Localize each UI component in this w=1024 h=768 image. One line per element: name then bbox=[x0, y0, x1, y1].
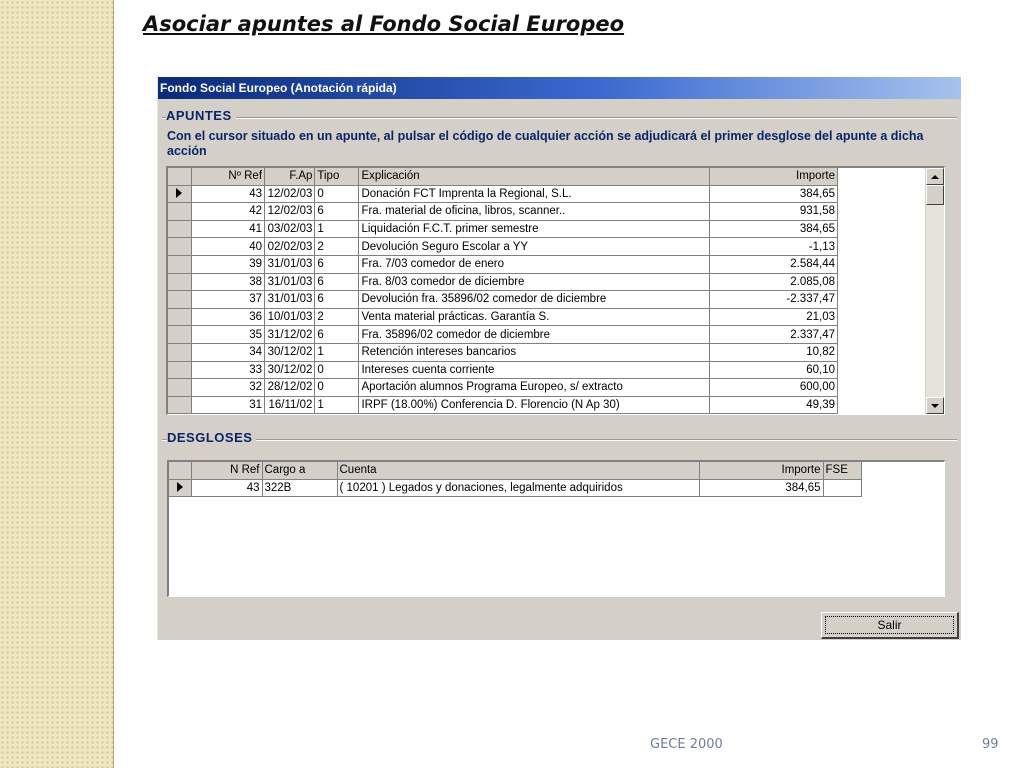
cell-tipo[interactable]: 6 bbox=[315, 326, 359, 344]
cell-explicacion[interactable]: Devolución fra. 35896/02 comedor de diciembre bbox=[359, 291, 709, 309]
apunte-row[interactable] bbox=[168, 203, 838, 221]
cell-fecha[interactable]: 30/12/02 bbox=[265, 343, 315, 361]
cell-importe[interactable]: 49,39 bbox=[709, 396, 837, 414]
cell-importe[interactable]: 60,10 bbox=[709, 361, 837, 379]
cell-importe[interactable]: 10,82 bbox=[709, 343, 837, 361]
cell-ref[interactable]: 41 bbox=[191, 220, 264, 238]
cell-tipo[interactable]: 1 bbox=[315, 220, 359, 238]
cell-fecha[interactable]: 30/12/02 bbox=[265, 361, 315, 379]
apuntes-group-border bbox=[162, 117, 957, 119]
desgloses-table bbox=[169, 462, 862, 497]
apunte-row[interactable] bbox=[168, 396, 838, 414]
cell-importe[interactable]: 2.337,47 bbox=[709, 326, 837, 344]
apunte-row[interactable] bbox=[168, 273, 838, 291]
row-indicator[interactable] bbox=[168, 273, 191, 291]
cell-fecha[interactable]: 03/02/03 bbox=[265, 220, 315, 238]
cell-ref[interactable]: 42 bbox=[191, 203, 264, 221]
cell-fecha[interactable]: 12/02/03 bbox=[265, 203, 315, 221]
arrow-down-icon bbox=[931, 404, 939, 408]
apuntes-instructions: Con el cursor situado en un apunte, al pulsar el código de cualquier acción se adjudicará el primer desglose del apunte a dicha acción bbox=[167, 129, 924, 158]
column-header-ref[interactable]: N Ref bbox=[191, 462, 262, 479]
cell-cuenta[interactable]: ( 10201 ) Legados y donaciones, legalmente adquiridos bbox=[337, 479, 699, 497]
column-header-importe[interactable]: Importe bbox=[699, 462, 823, 479]
cell-explicacion[interactable]: Donación FCT Imprenta la Regional, S.L. bbox=[359, 185, 709, 203]
row-indicator[interactable] bbox=[168, 255, 191, 273]
cell-importe[interactable]: 384,65 bbox=[709, 220, 837, 238]
cell-fecha[interactable]: 31/01/03 bbox=[265, 255, 315, 273]
column-header-fse[interactable]: FSE bbox=[823, 462, 861, 479]
cell-explicacion[interactable]: Fra. 35896/02 comedor de diciembre bbox=[359, 326, 709, 344]
row-indicator[interactable] bbox=[168, 185, 191, 203]
cell-ref[interactable]: 36 bbox=[191, 308, 264, 326]
row-indicator[interactable] bbox=[168, 326, 191, 344]
cell-tipo[interactable]: 6 bbox=[315, 203, 359, 221]
cell-importe[interactable]: 2.085,08 bbox=[709, 273, 837, 291]
cell-tipo[interactable]: 0 bbox=[315, 185, 359, 203]
row-indicator-header bbox=[168, 168, 191, 185]
cell-importe[interactable]: -1,13 bbox=[709, 238, 837, 256]
row-indicator[interactable] bbox=[168, 291, 191, 309]
apunte-row[interactable] bbox=[168, 361, 838, 379]
column-header-explicacion[interactable]: Explicación bbox=[359, 168, 709, 185]
cell-fse[interactable] bbox=[823, 479, 861, 497]
cell-explicacion[interactable]: Fra. 8/03 comedor de diciembre bbox=[359, 273, 709, 291]
cell-explicacion[interactable]: Liquidación F.C.T. primer semestre bbox=[359, 220, 709, 238]
column-header-importe[interactable]: Importe bbox=[709, 168, 837, 185]
app-window bbox=[157, 77, 961, 640]
cell-tipo[interactable]: 6 bbox=[315, 255, 359, 273]
cell-ref[interactable]: 33 bbox=[191, 361, 264, 379]
cell-ref[interactable]: 40 bbox=[191, 238, 264, 256]
cell-importe[interactable]: 384,65 bbox=[699, 479, 823, 497]
cell-tipo[interactable]: 1 bbox=[315, 343, 359, 361]
apunte-row[interactable] bbox=[168, 326, 838, 344]
cell-fecha[interactable]: 12/02/03 bbox=[265, 185, 315, 203]
cell-fecha[interactable]: 31/01/03 bbox=[265, 291, 315, 309]
cell-importe[interactable]: 21,03 bbox=[709, 308, 837, 326]
cell-ref[interactable]: 32 bbox=[191, 379, 264, 397]
cell-importe[interactable]: 600,00 bbox=[709, 379, 837, 397]
scroll-up-button[interactable] bbox=[926, 168, 944, 185]
cell-ref[interactable]: 43 bbox=[191, 479, 262, 497]
cell-tipo[interactable]: 6 bbox=[315, 273, 359, 291]
row-indicator[interactable] bbox=[168, 220, 191, 238]
cell-explicacion[interactable]: IRPF (18.00%) Conferencia D. Florencio (N Ap 30) bbox=[359, 396, 709, 414]
apunte-row[interactable] bbox=[168, 255, 838, 273]
window-titlebar: Fondo Social Europeo (Anotación rápida) bbox=[158, 77, 961, 99]
cell-ref[interactable]: 43 bbox=[191, 185, 264, 203]
cell-fecha[interactable]: 02/02/03 bbox=[265, 238, 315, 256]
desgloses-grid[interactable] bbox=[167, 460, 945, 597]
apuntes-grid[interactable] bbox=[166, 166, 945, 415]
row-indicator[interactable] bbox=[168, 203, 191, 221]
row-indicator[interactable] bbox=[168, 361, 191, 379]
desgloses-group-title: DESGLOSES bbox=[167, 430, 256, 445]
cell-explicacion[interactable]: Devolución Seguro Escolar a YY bbox=[359, 238, 709, 256]
apunte-row[interactable] bbox=[168, 343, 838, 361]
footer-org: GECE 2000 bbox=[650, 737, 723, 752]
cell-fecha[interactable]: 31/12/02 bbox=[265, 326, 315, 344]
apunte-row[interactable] bbox=[168, 238, 838, 256]
row-indicator[interactable] bbox=[168, 396, 191, 414]
cell-cargo[interactable]: 322B bbox=[262, 479, 337, 497]
row-indicator[interactable] bbox=[168, 308, 191, 326]
apuntes-group-title: APUNTES bbox=[166, 108, 236, 123]
cell-explicacion[interactable]: Venta material prácticas. Garantía S. bbox=[359, 308, 709, 326]
column-header-fecha[interactable]: F.Ap bbox=[265, 168, 315, 185]
apunte-row[interactable] bbox=[168, 220, 838, 238]
cell-tipo[interactable]: 2 bbox=[315, 238, 359, 256]
cell-explicacion[interactable]: Aportación alumnos Programa Europeo, s/ extracto bbox=[359, 379, 709, 397]
column-header-ref[interactable]: Nº Ref bbox=[191, 168, 264, 185]
apunte-row[interactable] bbox=[168, 379, 838, 397]
desgloses-header-row bbox=[169, 462, 861, 479]
cell-tipo[interactable]: 1 bbox=[315, 396, 359, 414]
column-header-cargo[interactable]: Cargo a bbox=[262, 462, 337, 479]
decorative-side-strip bbox=[0, 0, 114, 768]
cell-fecha[interactable]: 28/12/02 bbox=[265, 379, 315, 397]
cell-explicacion[interactable]: Fra. 7/03 comedor de enero bbox=[359, 255, 709, 273]
cell-fecha[interactable]: 16/11/02 bbox=[265, 396, 315, 414]
apuntes-header-row bbox=[168, 168, 838, 185]
cell-ref[interactable]: 39 bbox=[191, 255, 264, 273]
row-indicator[interactable] bbox=[168, 343, 191, 361]
row-indicator[interactable] bbox=[169, 479, 191, 497]
row-indicator[interactable] bbox=[168, 379, 191, 397]
row-indicator-header bbox=[169, 462, 191, 479]
apunte-row[interactable] bbox=[168, 308, 838, 326]
cell-fecha[interactable]: 10/01/03 bbox=[265, 308, 315, 326]
exit-button[interactable] bbox=[821, 612, 959, 639]
cell-explicacion[interactable]: Fra. material de oficina, libros, scanner.. bbox=[359, 203, 709, 221]
desgloses-group-border bbox=[162, 439, 957, 441]
cell-ref[interactable]: 31 bbox=[191, 396, 264, 414]
cell-importe[interactable]: 2.584,44 bbox=[709, 255, 837, 273]
column-header-tipo[interactable]: Tipo bbox=[315, 168, 359, 185]
cell-tipo[interactable]: 6 bbox=[315, 291, 359, 309]
desglose-row[interactable] bbox=[169, 479, 861, 497]
column-header-cuenta[interactable]: Cuenta bbox=[337, 462, 699, 479]
cell-importe[interactable]: 384,65 bbox=[709, 185, 837, 203]
cell-tipo[interactable]: 0 bbox=[315, 379, 359, 397]
apunte-row[interactable] bbox=[168, 291, 838, 309]
page-number: 99 bbox=[982, 737, 999, 752]
cell-explicacion[interactable]: Intereses cuenta corriente bbox=[359, 361, 709, 379]
cell-explicacion[interactable]: Retención intereses bancarios bbox=[359, 343, 709, 361]
current-row-arrow-icon bbox=[177, 482, 183, 492]
cell-importe[interactable]: -2.337,47 bbox=[709, 291, 837, 309]
row-indicator[interactable] bbox=[168, 238, 191, 256]
apunte-row[interactable] bbox=[168, 185, 838, 203]
cell-ref[interactable]: 37 bbox=[191, 291, 264, 309]
slide-title: Asociar apuntes al Fondo Social Europeo bbox=[143, 12, 625, 36]
scroll-down-button[interactable] bbox=[926, 397, 944, 414]
scroll-thumb[interactable] bbox=[926, 185, 944, 205]
cell-fecha[interactable]: 31/01/03 bbox=[265, 273, 315, 291]
arrow-up-icon bbox=[931, 175, 939, 179]
apuntes-scrollbar[interactable] bbox=[925, 168, 944, 414]
apuntes-table bbox=[168, 168, 838, 414]
cell-ref[interactable]: 34 bbox=[191, 343, 264, 361]
exit-button-label: Salir bbox=[825, 616, 954, 634]
cell-ref[interactable]: 38 bbox=[191, 273, 264, 291]
cell-tipo[interactable]: 2 bbox=[315, 308, 359, 326]
cell-importe[interactable]: 931,58 bbox=[709, 203, 837, 221]
current-row-arrow-icon bbox=[176, 188, 182, 198]
cell-tipo[interactable]: 0 bbox=[315, 361, 359, 379]
cell-ref[interactable]: 35 bbox=[191, 326, 264, 344]
